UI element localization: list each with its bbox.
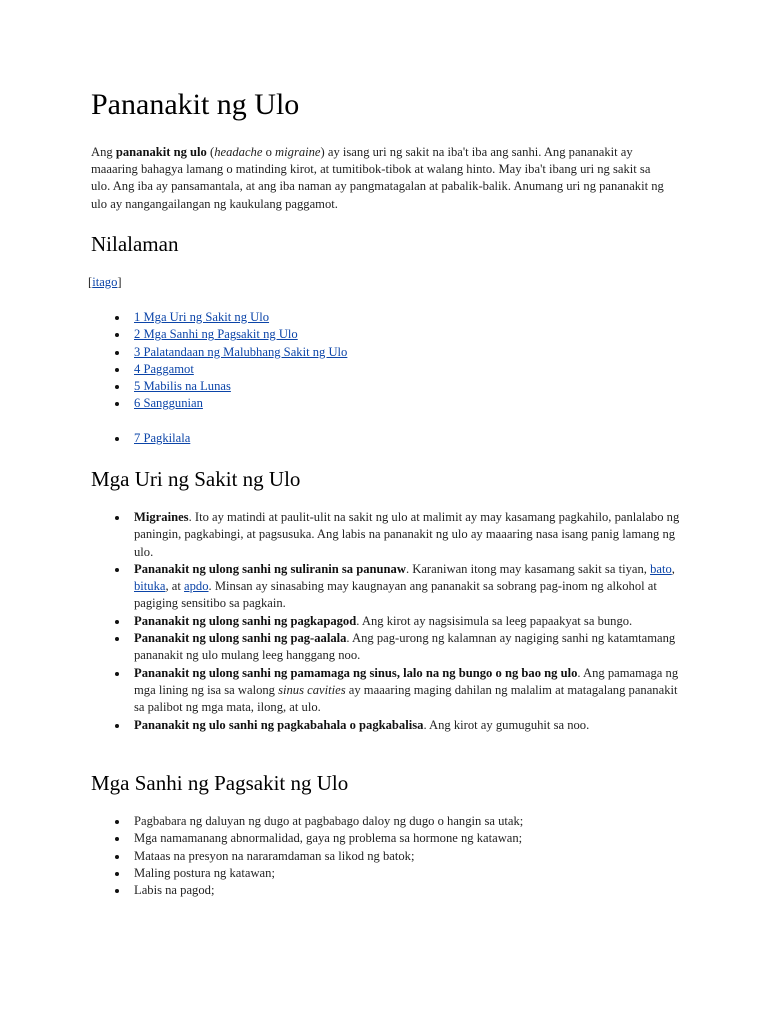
intro-text: o — [262, 145, 276, 159]
link-bato[interactable]: bato — [650, 561, 672, 576]
intro-italic-term: headache — [214, 145, 263, 159]
toc-link-sanggunian[interactable]: 6 Sanggunian — [134, 396, 203, 411]
toc-toggle-bracket: ] — [117, 275, 122, 289]
item-term: Pananakit ng ulo sanhi ng pagkabahala o pagkabalisa — [134, 717, 424, 732]
toc-heading: Nilalaman — [91, 232, 179, 256]
list-item: Labis na pagod; — [91, 882, 523, 899]
link-apdo[interactable]: apdo — [184, 579, 209, 594]
section-heading-types: Mga Uri ng Sakit ng Ulo — [91, 467, 301, 491]
toc-list — [91, 309, 347, 413]
toc-item — [91, 344, 347, 361]
section-heading-causes: Mga Sanhi ng Pagsakit ng Ulo — [91, 771, 349, 795]
list-item — [91, 717, 681, 734]
item-text: . Ang pamamaga ng mga lining ng isa sa walong — [134, 665, 679, 697]
item-term: Pananakit ng ulong sanhi ng suliranin sa panunaw — [134, 561, 406, 576]
toc-toggle-bracket: [ — [88, 275, 93, 289]
intro-paragraph — [91, 144, 666, 213]
toc-item — [91, 361, 347, 378]
item-term: Migraines — [134, 510, 189, 524]
list-item — [91, 630, 681, 665]
item-term: Pananakit ng ulong sanhi ng pagkapagod — [134, 613, 357, 628]
list-item: Pagbabara ng daluyan ng dugo at pagbabago daloy ng dugo o hangin sa utak; — [91, 813, 523, 830]
link-bituka[interactable]: bituka — [134, 579, 166, 594]
types-list — [91, 509, 681, 734]
list-item: Mataas na presyon na nararamdaman sa likod ng batok; — [91, 848, 523, 865]
toc-link-mabilis-na-lunas[interactable]: 5 Mabilis na Lunas — [134, 379, 231, 394]
item-text: . Minsan ay sinasabing may kaugnayan ang pananakit sa sobrang pag-inom ng alkohol at pagiging sensitibo sa pagkain. — [134, 579, 657, 611]
list-item: Mga namamanang abnormalidad, gaya ng problema sa hormone ng katawan; — [91, 830, 523, 847]
item-text: . Karaniwan itong may kasamang sakit sa tiyan, — [405, 561, 651, 576]
list-item — [91, 561, 681, 613]
toc-toggle — [88, 274, 122, 291]
item-text: , — [671, 561, 675, 576]
toc-link-palatandaan[interactable]: 3 Palatandaan ng Malubhang Sakit ng Ulo — [134, 344, 348, 359]
intro-text: ) ay isang uri ng sakit na iba't iba ang sanhi. Ang pananakit ay maaaring bahagya lamang o matinding kirot, at tumitibok-tibok at walang hinto. May iba't ibang uri ng sakit sa ulo. Ang iba ay pansamantala, at ang iba naman ay pangmatagalan at pabalik-balik. Anumang uri ng pananakit ng ulo ay nangangailangan ng kaukulang paggamot. — [91, 145, 664, 211]
toc-item — [91, 326, 347, 343]
list-item — [91, 665, 681, 717]
page-title: Pananakit ng Ulo — [91, 88, 300, 121]
intro-text: ( — [206, 145, 215, 159]
item-text: . Ang pag-urong ng kalamnan ay nagiging sanhi ng katamtamang pananakit ng ulo mulang leeg hanggang noo. — [134, 631, 676, 663]
toc-list-extra — [91, 430, 190, 447]
toc-item — [91, 378, 347, 395]
list-item: Maling postura ng katawan; — [91, 865, 523, 882]
intro-italic-term: migraine — [275, 145, 321, 159]
intro-bold-term: pananakit ng ulo — [115, 145, 207, 159]
toc-item — [91, 309, 347, 326]
toc-link-mga-uri[interactable]: 1 Mga Uri ng Sakit ng Ulo — [134, 310, 270, 324]
toc-item — [91, 395, 347, 412]
list-item — [91, 509, 681, 561]
toc-hide-link[interactable]: itago — [92, 275, 118, 289]
causes-list — [91, 813, 523, 899]
item-italic-term: sinus cavities — [278, 682, 346, 697]
item-text: , at — [165, 579, 185, 594]
item-text: . Ang kirot ay gumuguhit sa noo. — [423, 717, 590, 732]
item-term: Pananakit ng ulong sanhi ng pamamaga ng sinus, lalo na ng bungo o ng bao ng ulo — [134, 665, 578, 680]
item-text: ay maaaring maging dahilan ng malalim at matagalang pananakit sa palibot ng mga mata, ilong, at ulo. — [134, 682, 678, 715]
toc-link-mga-sanhi[interactable]: 2 Mga Sanhi ng Pagsakit ng Ulo — [134, 327, 298, 342]
list-item — [91, 613, 681, 630]
toc-link-pagkilala[interactable]: 7 Pagkilala — [134, 431, 191, 445]
toc-item — [91, 430, 190, 447]
intro-text: Ang — [91, 145, 116, 159]
item-text: . Ang kirot ay nagsisimula sa leeg papaakyat sa bungo. — [356, 613, 633, 628]
item-term: Pananakit ng ulong sanhi ng pag-aalala — [134, 631, 347, 646]
toc-link-paggamot[interactable]: 4 Paggamot — [134, 361, 194, 376]
item-text: . Ito ay matindi at paulit-ulit na sakit ng ulo at malimit ay may kasamang pagkahilo, panlalabo ng paningin, pagkabingi, at pagsusuka. Ang labis na pananakit ng ulo ay maaaring nasa isang panig lamang ng ulo. — [134, 510, 680, 559]
